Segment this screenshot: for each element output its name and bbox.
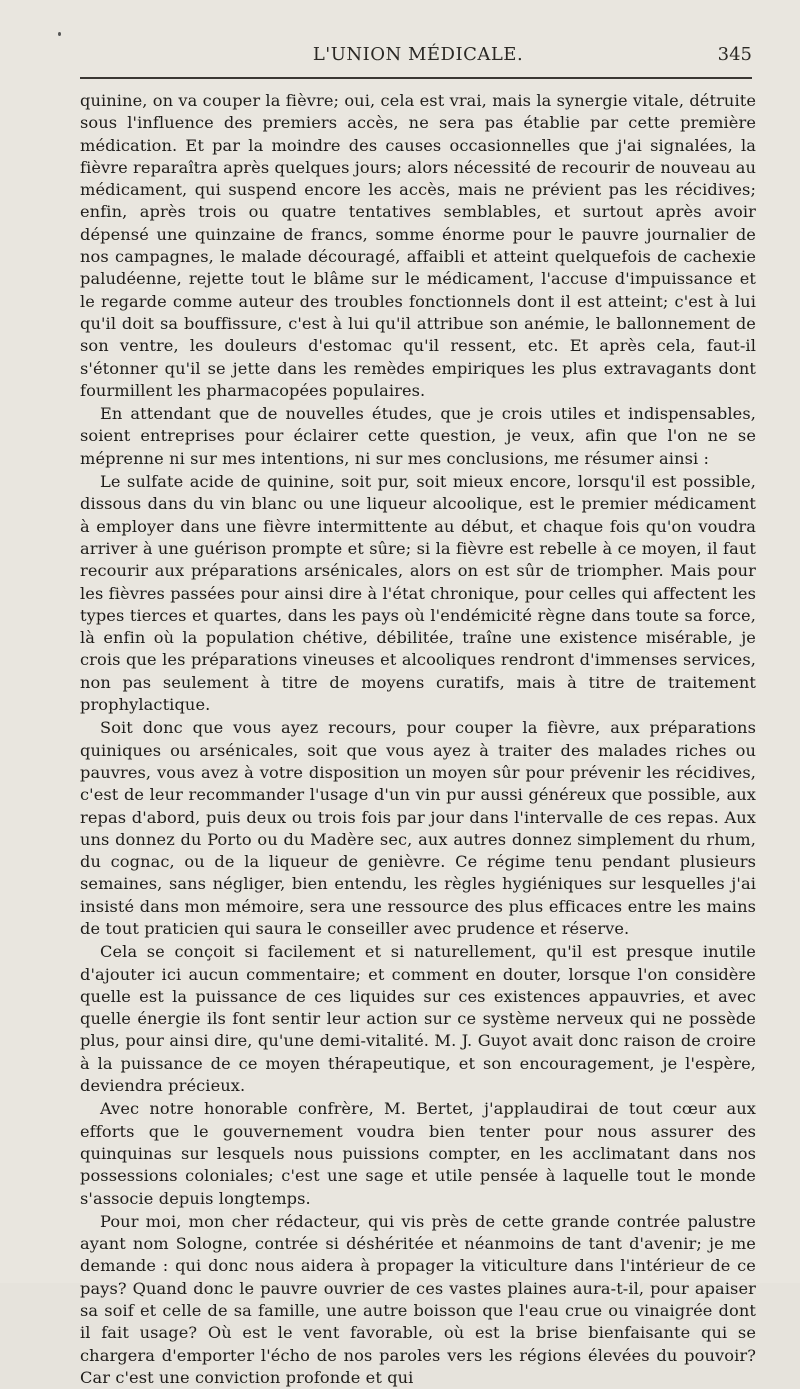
paragraph-commentary: Cela se conçoit si facilement et si naturellement, qu'il est presque inutile d'ajouter ici aucun commentaire; et comment en douter, lorsque l'on considère quelle est la puissance de ces liquides sur ces existences appauvries, et avec quelle énergie ils font sentir leur action sur ce système nerveux qui ne possède plus, pour ainsi dire, qu'une demi-vitalité. M. J. Guyot avait donc raison de croire à la puissance de ce moyen thérapeutique, et son encouragement, je l'espère, deviendra précieux. xyxy=(80,942,756,1096)
paragraph-bertet: Avec notre honorable confrère, M. Bertet, j'applaudirai de tout cœur aux efforts que le gouvernement voudra bien tenter pour nous assurer des quinquinas sur lesquels nous puissions compter, en les acclimatant dans nos possessions coloniales; c'est une sage et utile pensée à laquelle tout le monde s'associe depuis longtemps. xyxy=(80,1099,756,1208)
paragraph-continuation: quinine, on va couper la fièvre; oui, cela est vrai, mais la synergie vitale, détruite sous l'influence des premiers accès, ne sera pas établie par cette première médication. Et par la moindre des causes occasionnelles que j'ai signalées, la fièvre reparaîtra après quelques jours; alors nécessité de recourir de nouveau au médicament, qui suspend encore les accès, mais ne prévient pas les récidives; enfin, après trois ou quatre tentatives semblables, et surtout après avoir dépensé une quinzaine de francs, somme énorme pour le pauvre journalier de nos campagnes, le malade découragé, affaibli et atteint quelquefois de cachexie paludéenne, rejette tout le blâme sur le médicament, l'accuse d'impuissance et le regarde comme auteur des troubles fonctionnels dont il est atteint; c'est à lui qu'il doit sa bouffissure, c'est à lui qu'il attribue son anémie, le ballonnement de son ventre, les douleurs d'estomac qu'il ressent, etc. Et après cela, faut-il s'étonner qu'il se jette dans les remèdes empiriques les plus extravagants dont fourmillent les pharmacopées populaires. xyxy=(80,91,756,400)
header-rule xyxy=(80,77,752,79)
page-number: 345 xyxy=(717,44,752,65)
article-body xyxy=(80,90,756,1389)
running-title: L'UNION MÉDICALE. xyxy=(312,44,524,65)
ink-speck xyxy=(58,32,61,36)
paragraph-quinine: Le sulfate acide de quinine, soit pur, soit mieux encore, lorsqu'il est possible, dissous dans du vin blanc ou une liqueur alcoolique, est le premier médicament à employer dans une fièvre intermittente au début, et chaque fois qu'on voudra arriver à une guérison prompte et sûre; si la fièvre est rebelle à ce moyen, il faut recourir aux préparations arsénicales, alors on est sûr de triompher. Mais pour les fièvres passées pour ainsi dire à l'état chronique, pour celles qui affectent les types tierces et quartes, dans les pays où l'endémicité règne dans toute sa force, là enfin où la population chétive, débilitée, traîne une existence misérable, je crois que les préparations vineuses et alcooliques rendront d'immenses services, non pas seulement à titre de moyens curatifs, mais à titre de traitement prophylactique. xyxy=(80,472,756,715)
page-header xyxy=(80,44,756,78)
paragraph-sologne: Pour moi, mon cher rédacteur, qui vis près de cette grande contrée palustre ayant nom Sologne, contrée si déshéritée et néanmoins de tant d'avenir; je me demande : qui donc nous aidera à propager la viticulture dans l'intérieur de ce pays? Quand donc le pauvre ouvrier de ces vastes plaines aura-t-il, pour apaiser sa soif et celle de sa famille, une autre boisson que l'eau crue ou vinaigrée dont il fait usage? Où est le vent favorable, où est la brise bienfaisante qui se chargera d'emporter l'écho de nos paroles vers les régions élevées du pouvoir? Car c'est une conviction profonde et qui xyxy=(80,1211,756,1387)
paragraph-summary-intro: En attendant que de nouvelles études, que je crois utiles et indispensables, soient entreprises pour éclairer cette question, je veux, afin que l'on ne se méprenne ni sur mes intentions, ni sur mes conclusions, me résumer ainsi : xyxy=(80,404,756,468)
paragraph-wine-regimen: Soit donc que vous ayez recours, pour couper la fièvre, aux préparations quiniques ou arsénicales, soit que vous ayez à traiter des malades riches ou pauvres, vous avez à votre disposition un moyen sûr pour prévenir les récidives, c'est de leur recommander l'usage d'un vin pur aussi généreux que possible, aux repas d'abord, puis deux ou trois fois par jour dans l'intervalle de ces repas. Aux uns donnez du Porto ou du Madère sec, aux autres donnez simplement du rhum, du cognac, ou de la liqueur de genièvre. Ce régime tenu pendant plusieurs semaines, sans négliger, bien entendu, les règles hygiéniques sur lesquelles j'ai insisté dans mon mémoire, sera une ressource des plus efficaces entre les mains de tout praticien qui saura le conseiller avec prudence et réserve. xyxy=(80,718,756,938)
